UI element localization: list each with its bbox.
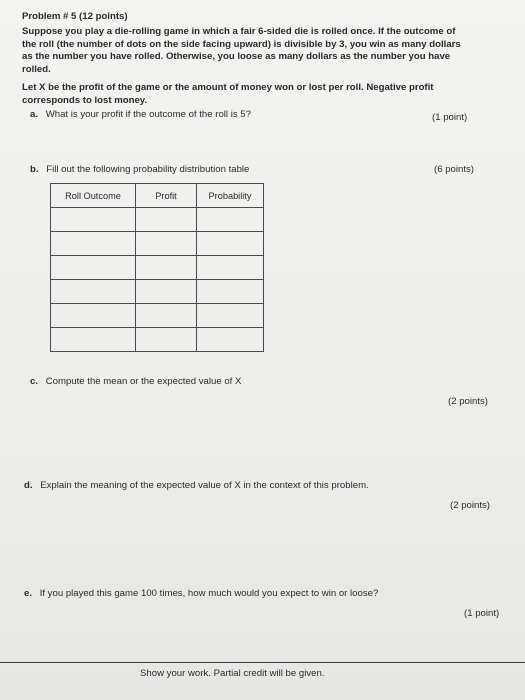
- header-probability: Probability: [197, 184, 264, 208]
- table-cell[interactable]: [51, 208, 136, 232]
- table-cell[interactable]: [197, 328, 264, 352]
- problem-intro: [22, 26, 512, 76]
- table-cell[interactable]: [51, 280, 136, 304]
- header-roll-outcome: Roll Outcome: [51, 184, 136, 208]
- part-c-points: (2 points): [448, 396, 488, 407]
- definition-line: Let X be the profit of the game or the amount of money won or lost per roll. Negative profit: [22, 82, 434, 93]
- variable-definition: [22, 82, 512, 107]
- table-cell[interactable]: [197, 232, 264, 256]
- table-cell[interactable]: [136, 304, 197, 328]
- part-b-question: [30, 164, 249, 177]
- part-b-label: b.: [30, 164, 39, 175]
- part-a-text: What is your profit if the outcome of the roll is 5?: [45, 109, 251, 120]
- table-cell[interactable]: [51, 304, 136, 328]
- intro-line: the roll (the number of dots on the side facing upward) is divisible by 3, you win as many dollars: [22, 38, 461, 50]
- intro-line: rolled.: [22, 63, 51, 75]
- part-a-question: [30, 109, 251, 122]
- table-cell[interactable]: [136, 208, 197, 232]
- table-header-row: [51, 184, 264, 208]
- table-cell[interactable]: [197, 280, 264, 304]
- part-a-label: a.: [30, 109, 39, 120]
- table-cell[interactable]: [136, 232, 197, 256]
- table-row: [51, 280, 264, 304]
- table-cell[interactable]: [51, 256, 136, 280]
- table-cell[interactable]: [197, 304, 264, 328]
- probability-distribution-table: [50, 183, 264, 352]
- part-d-label: d.: [24, 480, 33, 491]
- part-d-points: (2 points): [450, 500, 490, 511]
- header-profit: Profit: [136, 184, 197, 208]
- part-e-points: (1 point): [464, 608, 500, 619]
- table-row: [51, 256, 264, 280]
- part-c-label: c.: [30, 376, 39, 387]
- table-cell[interactable]: [197, 256, 264, 280]
- table-row: [51, 304, 264, 328]
- part-a-points: (1 point): [432, 112, 468, 123]
- table-cell[interactable]: [51, 328, 136, 352]
- part-b-text: Fill out the following probability distribution table: [46, 164, 250, 175]
- part-c-text: Compute the mean or the expected value of X: [45, 376, 242, 387]
- part-e-text: If you played this game 100 times, how much would you expect to win or loose?: [39, 588, 379, 599]
- part-d-question: [24, 480, 369, 493]
- part-d-text: Explain the meaning of the expected value of X in the context of this problem.: [40, 480, 369, 491]
- part-b-points: (6 points): [434, 164, 474, 175]
- part-e-label: e.: [24, 588, 33, 599]
- table-cell[interactable]: [197, 208, 264, 232]
- footer-note: Show your work. Partial credit will be given.: [140, 668, 325, 679]
- problem-title: Problem # 5 (12 points): [22, 11, 128, 22]
- table-row: [51, 328, 264, 352]
- intro-line: Suppose you play a die-rolling game in which a fair 6-sided die is rolled once. If the outcome of: [22, 26, 456, 37]
- table-cell[interactable]: [51, 232, 136, 256]
- table-row: [51, 208, 264, 232]
- table-cell[interactable]: [136, 280, 197, 304]
- table-cell[interactable]: [136, 256, 197, 280]
- footer-divider: [0, 662, 525, 663]
- part-e-question: [24, 588, 378, 601]
- table-cell[interactable]: [136, 328, 197, 352]
- intro-line: as the number you have rolled. Otherwise, you loose as many dollars as the number you have: [22, 51, 451, 63]
- table-row: [51, 232, 264, 256]
- definition-line: corresponds to lost money.: [22, 94, 148, 106]
- part-c-question: [30, 376, 241, 389]
